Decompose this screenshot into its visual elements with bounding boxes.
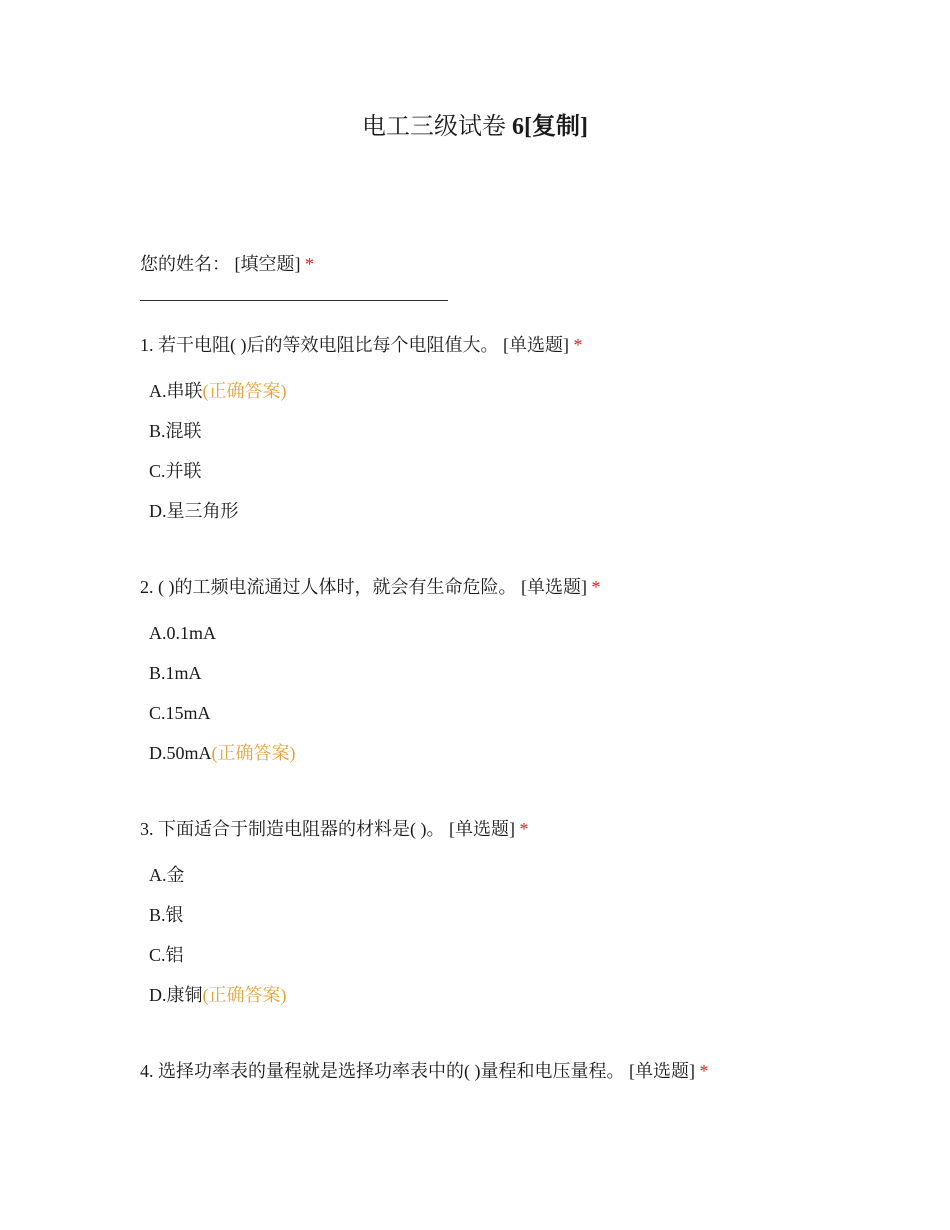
name-answer-line[interactable] — [140, 300, 448, 301]
option-b[interactable] — [149, 903, 860, 927]
required-mark: * — [573, 335, 583, 355]
option-d[interactable] — [149, 741, 860, 765]
name-question — [140, 252, 840, 301]
option-b[interactable] — [149, 419, 860, 443]
option-c[interactable] — [149, 701, 860, 725]
option-d[interactable] — [149, 499, 860, 523]
name-question-label: 您的姓名： — [140, 254, 230, 274]
title-number: 6 — [512, 114, 524, 140]
question-type: [单选题] — [503, 335, 569, 355]
option-d[interactable] — [149, 983, 860, 1007]
question-header — [140, 817, 860, 841]
question-text: ( )的工频电流通过人体时，就会有生命危险。 — [158, 577, 517, 597]
option-a[interactable] — [149, 621, 860, 645]
required-mark: * — [699, 1061, 709, 1081]
correct-answer-tag: (正确答案) — [211, 743, 296, 763]
required-mark: * — [305, 254, 314, 274]
correct-answer-tag: (正确答案) — [202, 381, 287, 401]
option-b[interactable] — [149, 661, 860, 685]
correct-answer-tag: (正确答案) — [202, 985, 287, 1005]
option-label: B.银 — [149, 905, 184, 925]
option-a[interactable] — [149, 863, 860, 887]
required-mark: * — [591, 577, 601, 597]
option-label: D.康铜 — [149, 985, 203, 1005]
question-number: 2. — [140, 577, 154, 597]
question-1 — [140, 333, 860, 539]
option-label: C.15mA — [149, 703, 211, 723]
question-number: 4. — [140, 1061, 154, 1081]
name-question-header — [140, 252, 840, 276]
question-text: 下面适合于制造电阻器的材料是( )。 — [158, 819, 445, 839]
option-a[interactable] — [149, 379, 860, 403]
question-3 — [140, 817, 860, 1023]
question-header — [140, 575, 860, 599]
option-list — [140, 379, 860, 523]
question-type: [单选题] — [521, 577, 587, 597]
page-title — [0, 112, 950, 142]
option-c[interactable] — [149, 459, 860, 483]
option-label: B.1mA — [149, 663, 202, 683]
question-text: 选择功率表的量程就是选择功率表中的( )量程和电压量程。 — [158, 1061, 625, 1081]
option-label: D.星三角形 — [149, 501, 239, 521]
title-prefix: 电工三级试卷 — [362, 114, 512, 140]
question-header — [140, 333, 860, 357]
question-2 — [140, 575, 860, 781]
option-c[interactable] — [149, 943, 860, 967]
option-list — [140, 621, 860, 765]
question-type: [单选题] — [629, 1061, 695, 1081]
option-label: C.铝 — [149, 945, 184, 965]
option-label: D.50mA — [149, 743, 212, 763]
question-text: 若干电阻( )后的等效电阻比每个电阻值大。 — [158, 335, 499, 355]
required-mark: * — [519, 819, 529, 839]
option-label: A.金 — [149, 865, 185, 885]
question-number: 3. — [140, 819, 154, 839]
option-label: B.混联 — [149, 421, 202, 441]
question-type: [填空题] — [234, 254, 301, 274]
question-number: 1. — [140, 335, 154, 355]
question-header — [140, 1059, 860, 1083]
question-4 — [140, 1059, 860, 1083]
option-label: C.并联 — [149, 461, 202, 481]
option-list — [140, 863, 860, 1007]
option-label: A.0.1mA — [149, 623, 216, 643]
question-type: [单选题] — [449, 819, 515, 839]
title-suffix: [复制] — [524, 114, 588, 140]
option-label: A.串联 — [149, 381, 203, 401]
